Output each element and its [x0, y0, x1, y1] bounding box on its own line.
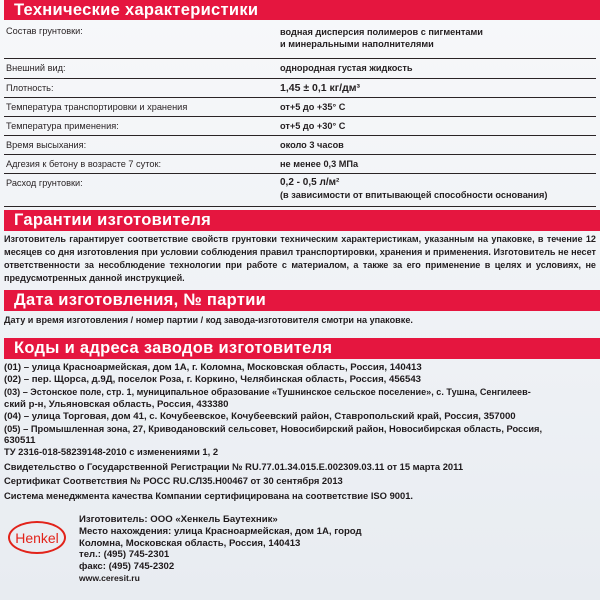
manufacturer-line: Изготовитель: ООО «Хенкель Баутехник»	[79, 514, 278, 525]
cert-line: ТУ 2316-018-58239148-2010 с изменениями 1, 2	[4, 446, 219, 457]
spec-row	[4, 136, 596, 155]
cert-line: Сертификат Соответствия № РОСС RU.СЛ35.Н00467 от 30 сентября 2013	[4, 475, 343, 487]
spec-value: от+5 до +30° С	[280, 121, 346, 131]
spec-label: Состав грунтовки:	[6, 26, 83, 36]
plants-title: Коды и адреса заводов изготовителя	[14, 339, 333, 357]
spec-row	[4, 22, 596, 59]
spec-value: около 3 часов	[280, 140, 344, 150]
spec-row	[4, 59, 596, 79]
henkel-logo: Henkel	[8, 521, 66, 554]
spec-label: Температура применения:	[6, 121, 119, 131]
production-header	[4, 290, 600, 311]
spec-value: 1,45 ± 0,1 кг/дм³	[280, 82, 361, 94]
plant-line: (02) – пер. Щорса, д.9Д, поселок Роза, г. Коркино, Челябинская область, Россия, 456543	[4, 374, 422, 386]
spec-value: 0,2 - 0,5 л/м² (в зависимости от впитывающей способности основания)	[280, 177, 548, 200]
spec-value: от+5 до +35° С	[280, 102, 346, 112]
spec-label: Температура транспортировки и хранения	[6, 102, 188, 112]
plants-list	[4, 362, 600, 447]
plant-line: 630511	[4, 435, 36, 447]
cert-line: Свидетельство о Государственной Регистрации № RU.77.01.34.015.Е.002309.03.11 от 15 марта 2011	[4, 460, 464, 472]
spec-label: Время высыхания:	[6, 140, 87, 150]
manufacturer-line: Место нахождения: улица Красноармейская, дом 1А, город	[79, 525, 362, 537]
manufacturer-fax: факс: (495) 745-2302	[79, 561, 175, 573]
manufacturer-phone: тел.: (495) 745-2301	[79, 549, 170, 561]
spec-label: Расход грунтовки:	[6, 178, 83, 188]
spec-label: Внешний вид:	[6, 63, 66, 73]
plant-line: (01) – улица Красноармейская, дом 1А, г. Коломна, Московская область, Россия, 140413	[4, 362, 422, 373]
spec-row	[4, 79, 596, 98]
warranty-title: Гарантии изготовителя	[14, 211, 212, 229]
plant-line: (03) – Эстонское поле, стр. 1, муниципальное образование «Тушнинское сельское поселение», с. Тушна, Сенгилеев-	[4, 387, 531, 398]
website-link[interactable]: www.ceresit.ru	[79, 572, 140, 583]
spec-row	[4, 174, 596, 207]
spec-row	[4, 155, 596, 174]
certifications	[4, 445, 600, 503]
spec-label: Плотность:	[6, 83, 54, 93]
spec-value: однородная густая жидкость	[280, 63, 413, 73]
tech-specs-title: Технические характеристики	[14, 0, 259, 19]
tech-specs-header	[4, 0, 600, 20]
spec-row	[4, 117, 596, 136]
production-title: Дата изготовления, № партии	[14, 291, 267, 309]
spec-row	[4, 98, 596, 117]
warranty-header	[4, 210, 600, 231]
manufacturer-line: Коломна, Московская область, Россия, 140413	[79, 537, 301, 549]
production-text: Дату и время изготовления / номер партии / код завода-изготовителя смотри на упаковке.	[4, 315, 413, 325]
cert-line: Система менеджмента качества Компании сертифицирована на соответствие ISO 9001.	[4, 489, 414, 501]
warranty-text: Изготовитель гарантирует соответствие свойств грунтовки техническим характеристикам, указанным на упаковке, в течение 12 месяцев со дня изготовления при условии соблюдения правил транспортировки, хранения и применения. Изготовитель не несет ответственности за несоблюдение технологии при работе с материалом, а также за его применение в целях и условиях, не предусмотренных данной инструкцией.	[4, 234, 596, 283]
manufacturer-info	[79, 514, 362, 585]
spec-label: Адгезия к бетону в возрасте 7 суток:	[6, 159, 162, 169]
plant-line: (04) – улица Торговая, дом 41, с. Кочубеевское, Кочубеевский район, Ставропольский край, Россия, 357000	[4, 410, 516, 422]
plant-line: ский р-н, Ульяновская область, Россия, 433380	[4, 398, 229, 410]
plants-header	[4, 338, 600, 359]
plant-line: (05) – Промышленная зона, 27, Криводановский сельсовет, Новосибирский район, Новосибирская область, Россия,	[4, 424, 543, 435]
spec-value: водная дисперсия полимеров с пигментами и минеральными наполнителями	[280, 27, 483, 49]
spec-value: не менее 0,3 МПа	[280, 159, 359, 169]
